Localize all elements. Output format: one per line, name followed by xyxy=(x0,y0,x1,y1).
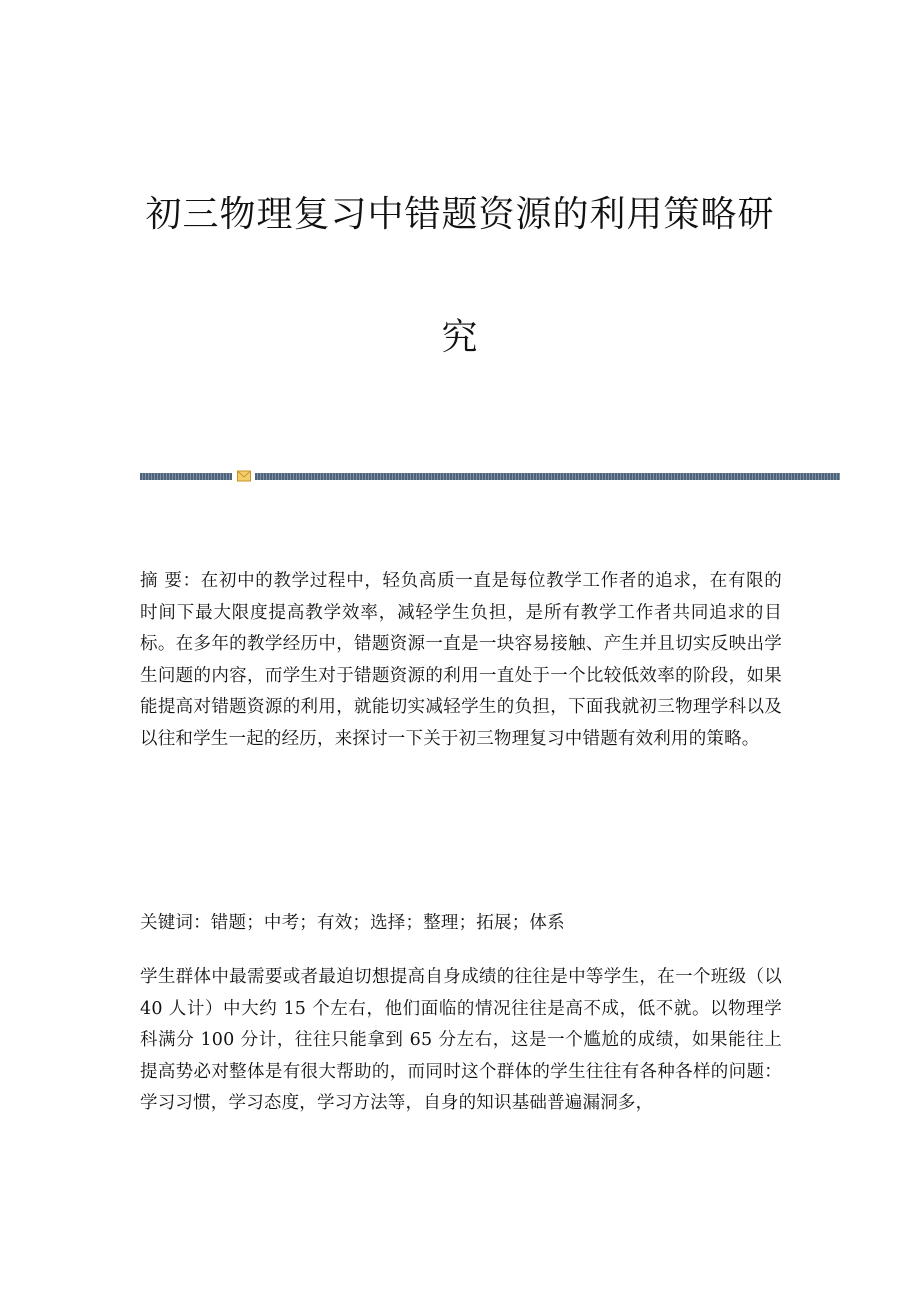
keywords-line: 关键词：错题；中考；有效；选择；整理；拓展；体系 xyxy=(140,913,565,933)
title-divider xyxy=(140,470,840,484)
document-title-line-1: 初三物理复习中错题资源的利用策略研 xyxy=(145,194,775,235)
abstract-paragraph: 摘 要：在初中的教学过程中，轻负高质一直是每位教学工作者的追求，在有限的时间下最大限度提高教学效率，减轻学生负担，是所有教学工作者共同追求的目标。在多年的教学经历中，错题资源一直是一块容易接触、产生并且切实反映出学生问题的内容，而学生对于错题资源的利用一直处于一个比较低效率的阶段，如果能提高对错题资源的利用，就能切实减轻学生的负担，下面我就初三物理学科以及以往和学生一起的经历，来探讨一下关于初三物理复习中错题有效利用的策略。 xyxy=(140,571,782,749)
document-title-line-2: 究 xyxy=(441,317,479,358)
divider-bar-left xyxy=(140,473,232,480)
divider-bar-right xyxy=(255,473,840,480)
body-paragraph: 学生群体中最需要或者最迫切想提高自身成绩的往往是中等学生，在一个班级（以 40 人计）中大约 15 个左右，他们面临的情况往往是高不成，低不就。以物理学科满分 100 分计，往往只能拿到 65 分左右，这是一个尴尬的成绩，如果能往上提高势必对整体是有很大帮助的，而同时这个群体的学生往往有各种各样的问题：学习习惯，学习态度，学习方法等，自身的知识基础普遍漏洞多， xyxy=(140,967,782,1113)
envelope-icon xyxy=(237,470,251,482)
